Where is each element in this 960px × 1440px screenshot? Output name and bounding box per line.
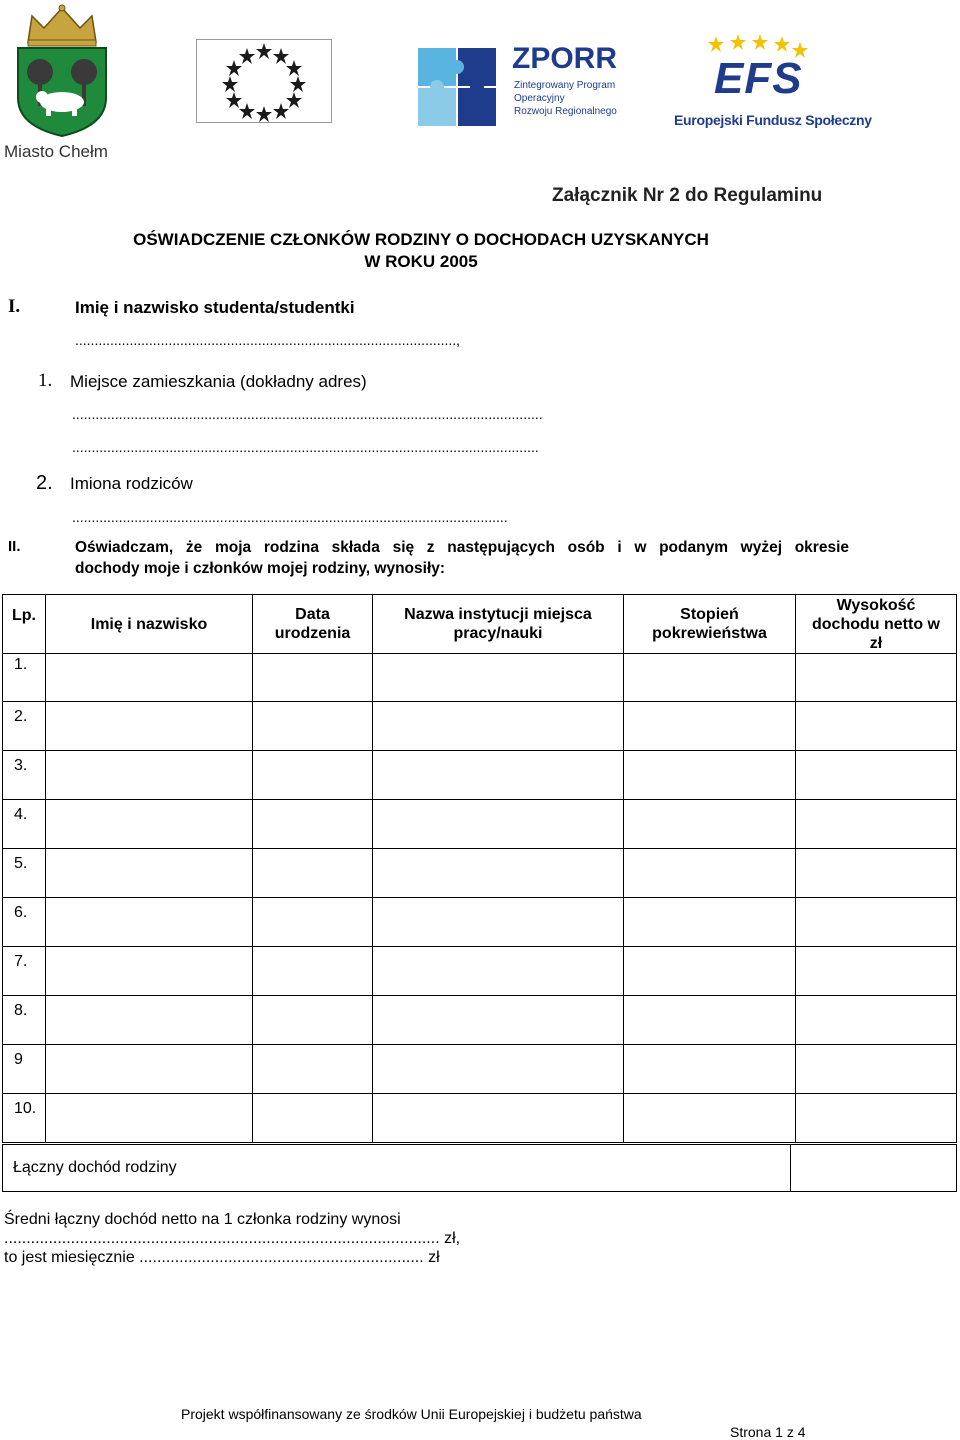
name-cell[interactable] [46, 898, 253, 947]
relation-cell[interactable] [624, 996, 796, 1045]
item-2-number: 2. [36, 472, 53, 494]
annex-label: Załącznik Nr 2 do Regulaminu [552, 185, 823, 206]
row-number: 5. [3, 849, 46, 898]
table-row [3, 996, 957, 1045]
address-field-line-1[interactable]: ......................................................................................................................... [72, 406, 543, 422]
zporr-logo-subtitle-2: Operacyjny [514, 93, 565, 104]
eu-flag-logo [196, 39, 332, 123]
income-cell[interactable] [796, 1045, 957, 1094]
institution-cell[interactable] [373, 947, 624, 996]
row-number: 9 [3, 1045, 46, 1094]
relation-cell[interactable] [624, 898, 796, 947]
header-institution [373, 595, 624, 654]
institution-cell[interactable] [373, 800, 624, 849]
birth-cell[interactable] [253, 898, 373, 947]
student-name-field[interactable]: .................................................................................................., [75, 332, 461, 348]
name-cell[interactable] [46, 849, 253, 898]
puzzle-icon [412, 42, 504, 134]
parents-label: Imiona rodziców [70, 474, 193, 493]
birth-cell[interactable] [253, 947, 373, 996]
institution-cell[interactable] [373, 898, 624, 947]
section-1-label: I. [8, 296, 21, 317]
row-number: 3. [3, 751, 46, 800]
income-cell[interactable] [796, 849, 957, 898]
table-row [3, 849, 957, 898]
income-cell[interactable] [796, 654, 957, 702]
section-2-text-line-2: dochody moje i członków mojej rodziny, wynosiły: [75, 560, 446, 577]
document-title-line-2: W ROKU 2005 [364, 252, 478, 271]
row-number: 7. [3, 947, 46, 996]
section-2-text-line-1: Oświadczam, że moja rodzina składa się z następujących osób i w podanym wyżej okresie [75, 539, 849, 556]
table-row [3, 898, 957, 947]
efs-logo [672, 34, 872, 134]
zporr-logo-title: ZPORR [512, 42, 617, 75]
birth-cell[interactable] [253, 1045, 373, 1094]
total-income-label-cell [3, 1145, 791, 1192]
section-2-label: II. [8, 538, 21, 555]
table-header-row [3, 595, 957, 654]
row-number: 2. [3, 702, 46, 751]
table-row [3, 1045, 957, 1094]
table-row [3, 751, 957, 800]
total-income-value-cell[interactable] [791, 1145, 957, 1192]
address-label: Miejsce zamieszkania (dokładny adres) [70, 372, 367, 391]
item-1-number: 1. [38, 370, 53, 391]
header-institution-line-1: Nazwa instytucji miejsca [404, 606, 592, 623]
monthly-income-field[interactable]: to jest miesięcznie ................................................................ zł [4, 1249, 440, 1266]
table-row [3, 1094, 957, 1143]
document-title [100, 230, 742, 272]
name-cell[interactable] [46, 702, 253, 751]
name-cell[interactable] [46, 1094, 253, 1143]
header-lp: Lp. [3, 595, 46, 654]
relation-cell[interactable] [624, 702, 796, 751]
table-row [3, 800, 957, 849]
table-row [3, 654, 957, 702]
row-number: 10. [3, 1094, 46, 1143]
footer-note: Projekt współfinansowany ze środków Unii Europejskiej i budżetu państwa [181, 1406, 642, 1422]
name-cell[interactable] [46, 751, 253, 800]
header-income-line-1: Wysokość [836, 596, 916, 614]
header-name: Imię i nazwisko [46, 595, 253, 654]
row-number: 6. [3, 898, 46, 947]
average-income-value-field[interactable]: .................................................................................................. zł, [4, 1230, 461, 1247]
family-income-table [2, 594, 957, 1143]
address-field-line-2[interactable]: ........................................................................................................................ [72, 439, 539, 455]
header-relation-line-1: Stopień [680, 606, 739, 623]
average-income-line-1: Średni łączny dochód netto na 1 członka rodziny wynosi [4, 1211, 401, 1228]
birth-cell[interactable] [253, 1094, 373, 1143]
section-1-heading: Imię i nazwisko studenta/studentki [75, 298, 355, 317]
name-cell[interactable] [46, 1045, 253, 1094]
page-number: Strona 1 z 4 [730, 1424, 806, 1440]
row-number: 8. [3, 996, 46, 1045]
section-2-text [75, 537, 849, 579]
relation-cell[interactable] [624, 1045, 796, 1094]
income-cell[interactable] [796, 702, 957, 751]
zporr-logo-subtitle-3: Rozwoju Regionalnego [514, 106, 617, 117]
institution-cell[interactable] [373, 751, 624, 800]
header-birth [253, 595, 373, 654]
header-income-line-2: dochodu netto w [812, 615, 940, 633]
relation-cell[interactable] [624, 654, 796, 702]
relation-cell[interactable] [624, 800, 796, 849]
birth-cell[interactable] [253, 800, 373, 849]
institution-cell[interactable] [373, 654, 624, 702]
relation-cell[interactable] [624, 947, 796, 996]
income-cell[interactable] [796, 1094, 957, 1143]
name-cell[interactable] [46, 996, 253, 1045]
birth-cell[interactable] [253, 751, 373, 800]
relation-cell[interactable] [624, 849, 796, 898]
city-logo [4, 2, 122, 162]
header-birth-line-2: urodzenia [274, 625, 351, 642]
name-cell[interactable] [46, 800, 253, 849]
table-row [3, 702, 957, 751]
city-logo-label: Miasto Chełm [4, 142, 108, 161]
header-birth-line-1: Data [295, 606, 330, 623]
header-income [796, 595, 957, 654]
row-number: 1. [3, 654, 46, 702]
income-cell[interactable] [796, 947, 957, 996]
institution-cell[interactable] [373, 1045, 624, 1094]
zporr-logo [398, 38, 618, 130]
city-coat-of-arms-icon [4, 2, 122, 138]
institution-cell[interactable] [373, 1094, 624, 1143]
row-number: 4. [3, 800, 46, 849]
institution-cell[interactable] [373, 996, 624, 1045]
header-institution-line-2: pracy/nauki [453, 625, 543, 642]
institution-cell[interactable] [373, 702, 624, 751]
birth-cell[interactable] [253, 849, 373, 898]
zporr-logo-subtitle-1: Zintegrowany Program [514, 80, 616, 91]
relation-cell[interactable] [624, 751, 796, 800]
birth-cell[interactable] [253, 702, 373, 751]
efs-logo-title: EFS [714, 54, 803, 103]
income-cell[interactable] [796, 996, 957, 1045]
eu-stars-icon [197, 40, 331, 122]
header-income-line-3: zł [869, 634, 883, 652]
institution-cell[interactable] [373, 849, 624, 898]
relation-cell[interactable] [624, 1094, 796, 1143]
header-relation-line-2: pokrewieństwa [652, 625, 767, 642]
birth-cell[interactable] [253, 996, 373, 1045]
table-row [3, 947, 957, 996]
name-cell[interactable] [46, 654, 253, 702]
efs-logo-subtitle: Europejski Fundusz Społeczny [674, 112, 872, 128]
total-income-label: Łączny dochód rodziny [13, 1159, 177, 1176]
parents-field[interactable]: ................................................................................................................ [72, 509, 508, 525]
total-income-table [2, 1144, 957, 1192]
average-income [4, 1210, 460, 1267]
birth-cell[interactable] [253, 654, 373, 702]
header-relation [624, 595, 796, 654]
name-cell[interactable] [46, 947, 253, 996]
income-cell[interactable] [796, 751, 957, 800]
income-cell[interactable] [796, 898, 957, 947]
document-title-line-1: OŚWIADCZENIE CZŁONKÓW RODZINY O DOCHODACH UZYSKANYCH [133, 230, 709, 249]
income-cell[interactable] [796, 800, 957, 849]
